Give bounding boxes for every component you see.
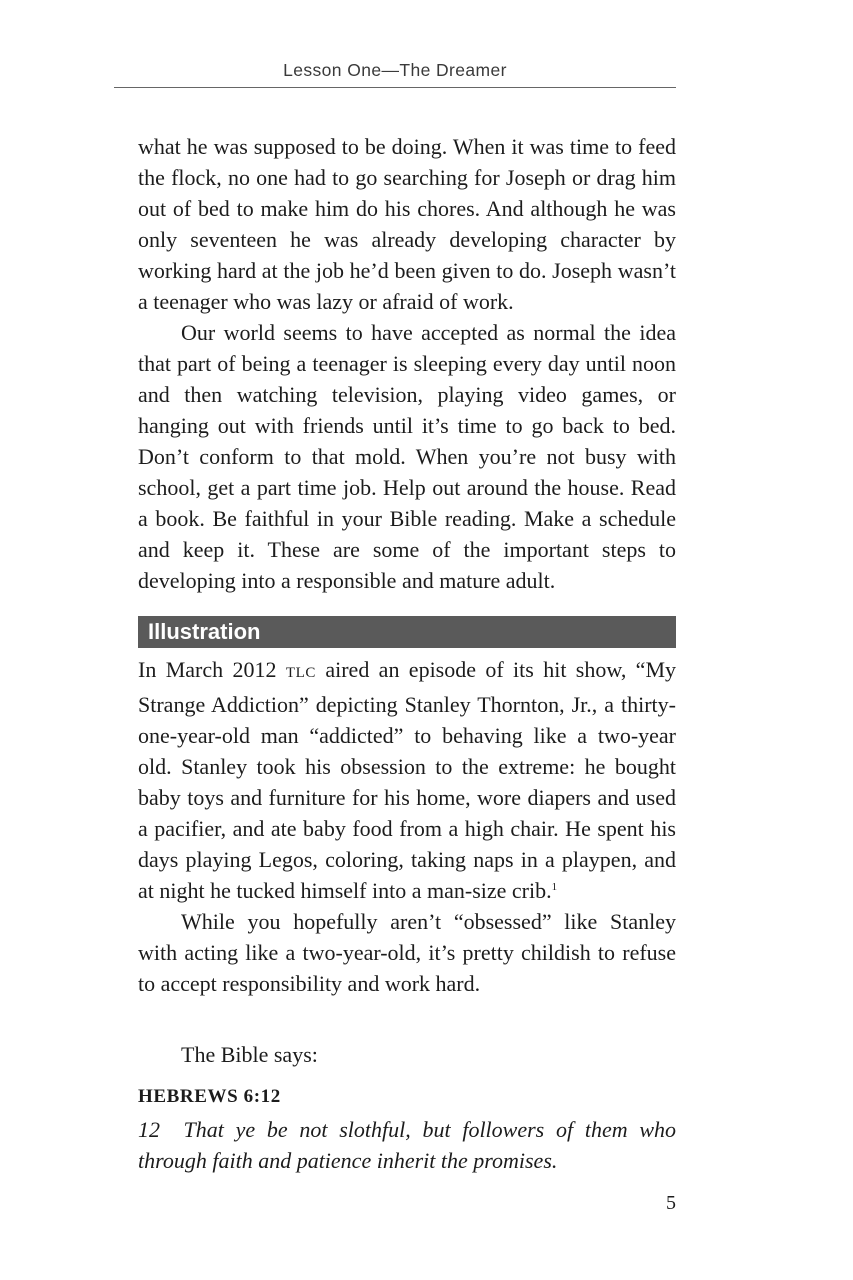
verse-text	[138, 1114, 676, 1176]
verse-body: That ye be not slothful, but followers of them who through faith and patience inherit the promises.	[138, 1117, 677, 1173]
paragraph: what he was supposed to be doing. When it was time to feed the flock, no one had to go searching for Joseph or drag him out of bed to make him do his chores. And although he was only seventeen he was already developing character by working hard at the job he’d been given to do. Joseph wasn’t a teenager who was lazy or afraid of work.	[138, 134, 676, 314]
paragraph-start: In March 2012	[138, 657, 286, 682]
header-rule	[114, 87, 676, 88]
body-text	[138, 131, 676, 596]
verse-reference: HEBREWS 6:12	[138, 1086, 281, 1107]
paragraph: While you hopefully aren’t “obsessed” like Stanley with acting like a two-year-old, it’s pretty childish to refuse to accept responsibility and work hard.	[138, 909, 676, 996]
paragraph-rest: aired an episode of its hit show, “My Strange Addiction” depicting Stanley Thornton, Jr., a thirty-one-year-old man “addicted” to behaving like a two-year old. Stanley took his obsession to the extreme: he bought baby toys and furniture for his home, wore diapers and used a pacifier, and ate baby food from a high chair. He spent his days playing Legos, coloring, taking naps in a playpen, and at night he tucked himself into a man-size crib.	[138, 657, 677, 903]
network-name: TLC	[285, 665, 316, 681]
footnote-marker[interactable]: 1	[551, 881, 558, 893]
illustration-text	[138, 654, 676, 999]
bible-says-line: The Bible says:	[181, 1042, 318, 1067]
paragraph: Our world seems to have accepted as normal the idea that part of being a teenager is sleeping every day until noon and then watching television, playing video games, or hanging out with friends until it’s time to go back to bed. Don’t conform to that mold. When you’re not busy with school, get a part time job. Help out around the house. Read a book. Be faithful in your Bible reading. Make a schedule and keep it. These are some of the important steps to developing into a responsible and mature adult.	[138, 320, 676, 593]
running-head: Lesson One—The Dreamer	[283, 60, 507, 80]
paragraph	[138, 654, 676, 906]
page-number: 5	[666, 1192, 676, 1214]
verse-number: 12	[138, 1117, 160, 1142]
section-heading-illustration: Illustration	[138, 616, 676, 648]
